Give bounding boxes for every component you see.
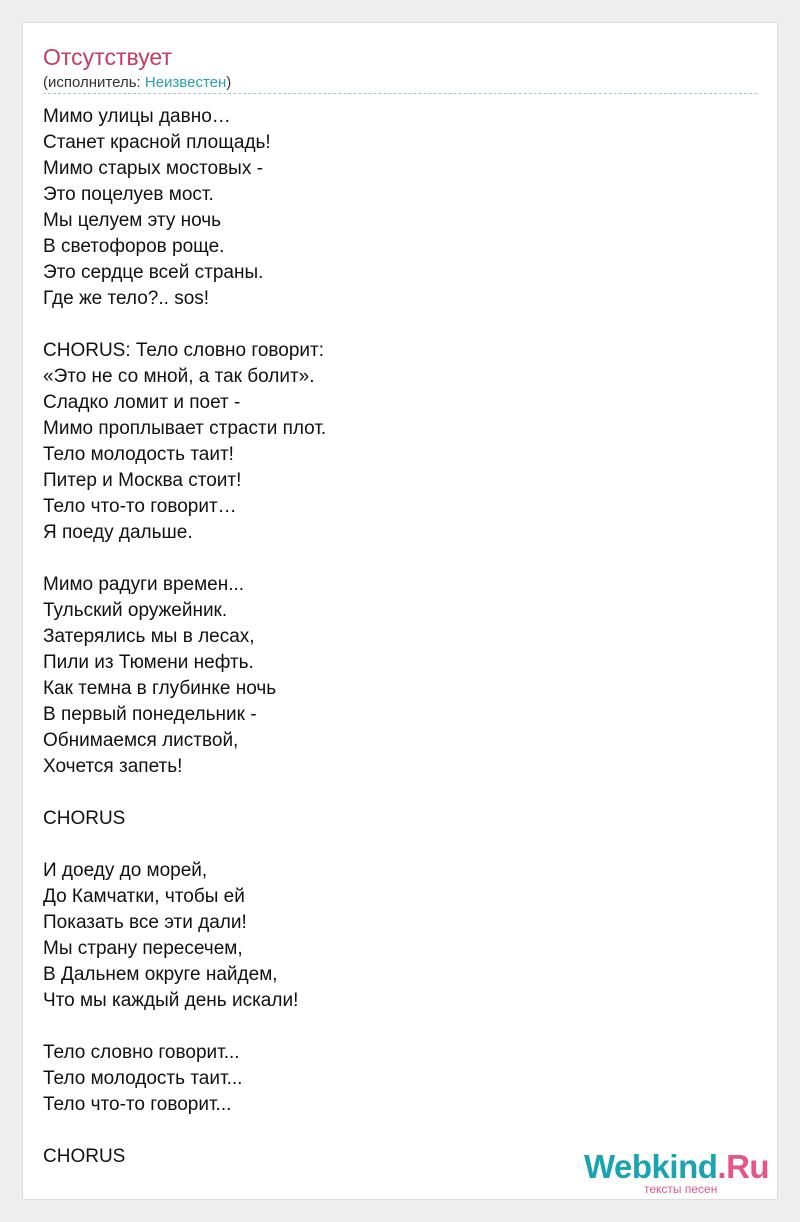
lyrics-stanza [43,572,743,780]
lyric-line: Тело словно говорит... [43,1042,240,1063]
logo-wordmark [584,1147,769,1187]
lyric-line: CHORUS [43,1146,126,1167]
lyric-line: Как темна в глубинке ночь [43,678,277,699]
artist-suffix: ) [226,74,232,91]
logo-word: Webkind [584,1148,718,1185]
artist-link[interactable]: Неизвестен [144,74,227,91]
lyric-line: Хочется запеть! [43,756,183,777]
lyrics-card [22,22,778,1200]
artist-line [43,74,231,92]
lyric-line: Пили из Тюмени нефть. [43,652,254,673]
lyric-line: Тело что-то говорит... [43,1094,232,1115]
lyric-line: В Дальнем округе найдем, [43,964,278,985]
lyric-line: Тульский оружейник. [43,600,228,621]
lyric-line: В первый понедельник - [43,704,257,725]
lyric-line: CHORUS [43,808,126,829]
logo-tagline: тексты песен [644,1182,718,1196]
lyric-line: Это сердце всей страны. [43,262,264,283]
stanza-gap [43,312,743,338]
lyric-line: Показать все эти дали! [43,912,247,933]
lyric-line: Мы целуем эту ночь [43,210,222,231]
lyric-line: Тело что-то говорит… [43,496,237,517]
lyric-line: Затерялись мы в лесах, [43,626,255,647]
lyric-line: Тело молодость таит... [43,1068,243,1089]
lyrics-stanza [43,104,743,312]
lyric-line: Что мы каждый день искали! [43,990,299,1011]
artist-prefix: (исполнитель: [43,74,145,91]
stanza-gap [43,832,743,858]
lyric-line: Где же тело?.. sos! [43,288,210,309]
song-title: Отсутствует [43,44,172,70]
lyric-line: Станет красной площадь! [43,132,271,153]
lyric-line: Питер и Москва стоит! [43,470,242,491]
lyrics-stanza [43,1040,743,1118]
lyric-line: В светофоров роще. [43,236,225,257]
lyric-line: До Камчатки, чтобы ей [43,886,245,907]
lyrics-stanza [43,806,743,832]
lyric-line: Мы страну пересечем, [43,938,243,959]
lyric-line: Это поцелуев мост. [43,184,214,205]
lyrics-stanza [43,338,743,546]
lyric-line: Мимо старых мостовых - [43,158,263,179]
lyric-line: Тело молодость таит! [43,444,234,465]
lyric-line: Обнимаемся листвой, [43,730,239,751]
lyric-line: Мимо улицы давно… [43,106,231,127]
lyric-line: Мимо радуги времен... [43,574,245,595]
stanza-gap [43,1118,743,1144]
stanza-gap [43,1014,743,1040]
lyrics-body [43,104,743,1170]
lyric-line: Мимо проплывает страсти плот. [43,418,327,439]
lyric-line: «Это не со мной, а так болит». [43,366,315,387]
stanza-gap [43,546,743,572]
logo-tld: .Ru [717,1148,770,1185]
lyric-line: CHORUS: Тело словно говорит: [43,340,325,361]
lyric-line: Я поеду дальше. [43,522,193,543]
header-divider [43,93,757,94]
webkind-logo[interactable] [584,1147,779,1201]
lyric-line: Сладко ломит и поет - [43,392,241,413]
lyric-line: И доеду до морей, [43,860,208,881]
stanza-gap [43,780,743,806]
lyrics-stanza [43,858,743,1014]
